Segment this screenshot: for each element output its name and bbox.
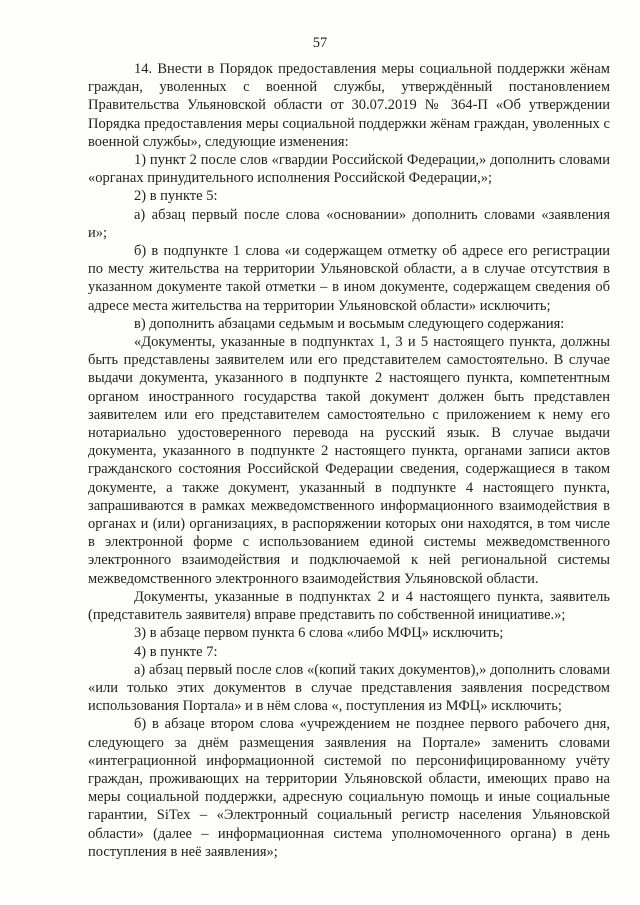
paragraph: 4) в пункте 7: (134, 643, 218, 660)
paragraph: 1) пункт 2 после слов «гвардии Российской Федерации,» дополнить словами «органах принудительного исполнения Российской Федерации,»; (88, 152, 610, 187)
paragraph: б) в подпункте 1 слова «и содержащем отметку об адресе его регистрации по месту жительства на территории Ульяновской области, а в случае отсутствия в указанном документе такой отметки – в ином документе, содержащем сведения об адресе места жительства на территории Ульяновской области» исключить; (88, 243, 610, 314)
paragraph: 2) в пункте 5: (134, 188, 218, 205)
paragraph: в) дополнить абзацами седьмым и восьмым следующего содержания: (134, 315, 565, 332)
paragraph: 14. Внести в Порядок предоставления меры социальной поддержки жёнам граждан, уволенных с военной службы, утверждённый постановлением Правительства Ульяновской области от 30.07.2019 № 364-П «Об утверждении Порядка предоставления меры социальной поддержки жёнам граждан, уволенных с военной службы», следующие изменения: (88, 61, 610, 150)
paragraph: 3) в абзаце первом пункта 6 слова «либо МФЦ» исключить; (134, 625, 504, 642)
paragraph: б) в абзаце втором слова «учреждением не позднее первого рабочего дня, следующего за днём размещения заявления на Портале» заменить словами «интеграционной информационной системой по персонифицированному учёту граждан, проживающих на территории Ульяновской области, имеющих право на меры социальной поддержки, адресную социальную помощь и иные социальные гарантии, SiTex – «Электронный социальный регистр населения Ульяновской области» (далее – информационная система уполномоченного органа) в день поступления в неё заявления»; (88, 716, 610, 860)
document-body (88, 60, 610, 861)
paragraph: Документы, указанные в подпунктах 2 и 4 настоящего пункта, заявитель (представитель заявителя) вправе представить по собственной инициативе.»; (88, 588, 610, 624)
paragraph: а) абзац первый после слов «(копий таких документов),» дополнить словами «или только этих документов в случае представления заявления посредством использования Портала» и в нём слова «, поступления из МФЦ» исключить; (88, 661, 610, 715)
page-number: 57 (312, 35, 328, 51)
paragraph: а) абзац первый после слова «основании» дополнить словами «заявления и»; (88, 206, 610, 241)
paragraph: «Документы, указанные в подпунктах 1, 3 и 5 настоящего пункта, должны быть представлены заявителем или его представителем самостоятельно. В случае выдачи документа, указанного в подпункте 2 настоящего пункта, компетентным органом иностранного государства такой документ должен быть представлен заявителем или его представителем самостоятельно с приложением к нему его нотариально удостоверенного перевода на русский язык. В случае выдачи документа, указанного в подпункте 2 настоящего пункта, органами записи актов гражданского состояния Российской Федерации сведения, содержащиеся в таком документе, а также документ, указанный в подпункте 4 настоящего пункта, запрашиваются в рамках межведомственного информационного взаимодействия в органах и (или) организациях, в распоряжении которых они находятся, в том числе в электронной форме с использованием единой системы межведомственного электронного взаимодействия и подключаемой к ней региональной системы межведомственного электронного взаимодействия Ульяновской области. (88, 334, 610, 587)
